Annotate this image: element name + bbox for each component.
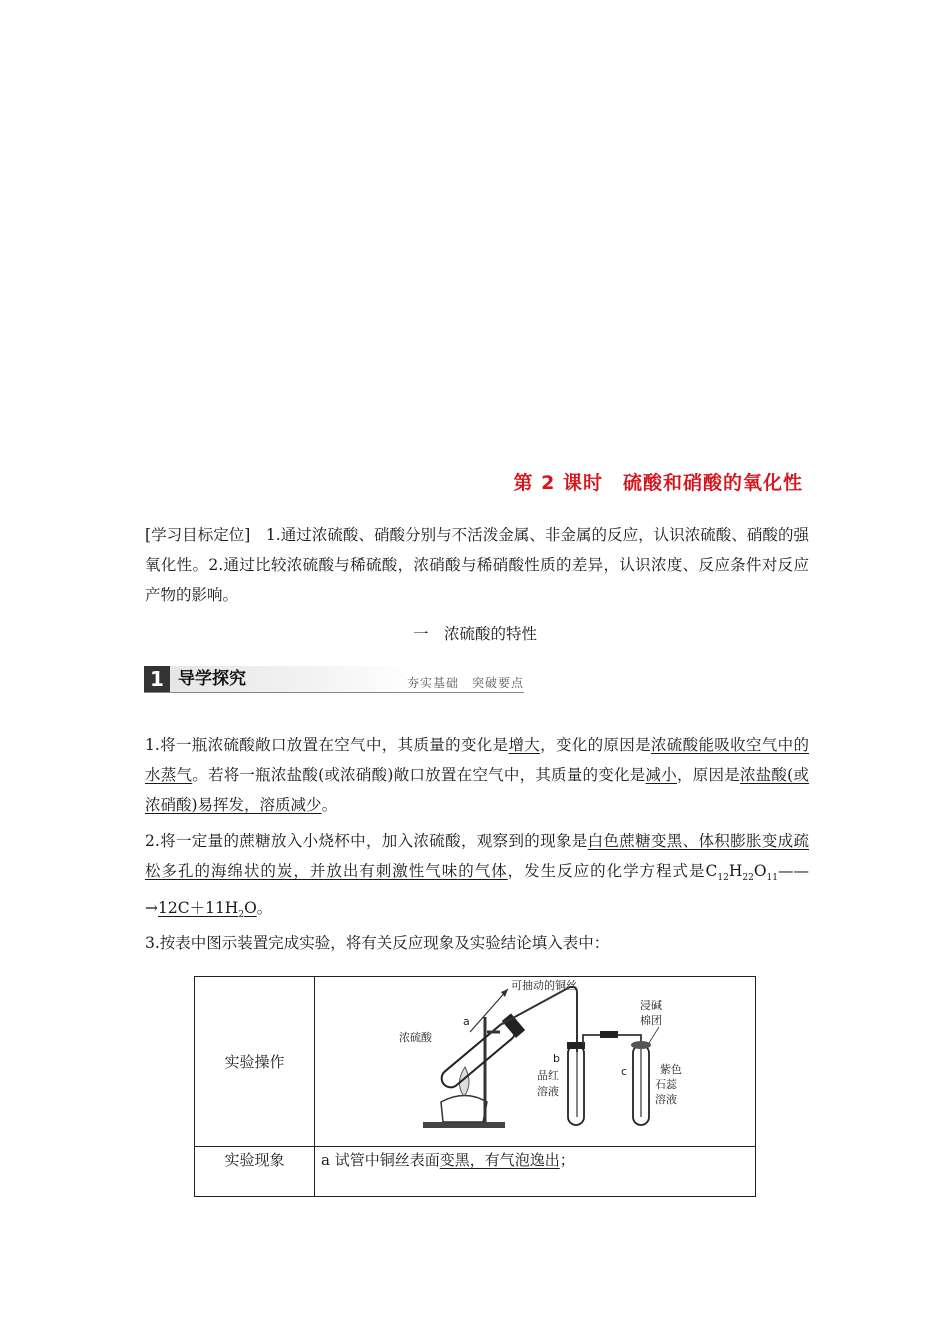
formula-12: 12	[717, 873, 729, 884]
formula-o: O	[753, 862, 767, 880]
phenomenon-label: 实验现象	[195, 1147, 315, 1197]
q1-text-5: 。	[321, 796, 338, 814]
litmus-label-1: 紫色	[660, 1063, 682, 1076]
products-post: O	[244, 899, 257, 918]
question-2	[145, 826, 809, 930]
q1-text-1: 1.将一瓶浓硫酸敞口放置在空气中，其质量的变化是	[145, 736, 509, 754]
objectives-text: 1.通过浓硫酸、硝酸分别与不活泼金属、非金属的反应，认识浓硫酸、硝酸的强氧化性。2.通过比较浓硫酸与稀硫酸，浓硝酸与稀硝酸性质的差异，认识浓度、反应条件对反应产物的影响。	[145, 526, 809, 604]
phenomenon-answer: 变黑，有气泡逸出	[439, 1151, 560, 1169]
products-pre: 12C＋11H	[158, 899, 239, 918]
q1-text-3: 。若将一瓶浓盐酸(或浓硝酸)敞口放置在空气中，其质量的变化是	[192, 766, 646, 784]
test-tube-a	[437, 1013, 525, 1092]
q2-answer-1: 白色蔗糖变黑、体积膨胀变成疏松多孔的海绵状的炭，并放出有刺激性气味的气体	[145, 832, 809, 880]
alcohol-lamp	[441, 1096, 487, 1123]
apparatus-diagram	[315, 977, 755, 1142]
products-sub: 2	[238, 910, 245, 921]
wire-label: 可抽动的铜丝	[511, 979, 577, 992]
objectives-label: [学习目标定位]	[145, 526, 251, 544]
cotton-leader	[649, 1027, 659, 1043]
q2-text-2: ，发生反应的化学方程式是	[507, 862, 706, 880]
copper-wire-arrow	[470, 989, 508, 1032]
delivery-tube	[500, 987, 577, 1052]
section-heading: 一 浓硫酸的特性	[412, 625, 537, 643]
q1-text-2: ，变化的原因是	[540, 736, 651, 754]
label-c: c	[621, 1065, 628, 1078]
formula-11: 11	[766, 873, 778, 884]
q1-answer-3: 减小	[645, 766, 677, 784]
label-b: b	[553, 1052, 560, 1065]
banner-number: 1	[144, 666, 170, 692]
label-a: a	[463, 1015, 470, 1028]
q1-text-4: ，原因是	[676, 766, 740, 784]
q2-text-3: 。	[256, 899, 273, 918]
apparatus-cell	[315, 977, 756, 1147]
formula-22: 22	[742, 873, 754, 884]
question-3: 3.按表中图示装置完成实验，将有关反应现象及实验结论填入表中：	[145, 934, 610, 952]
test-tube-b	[568, 1045, 584, 1125]
cotton-label-2: 棉团	[640, 1014, 662, 1027]
experiment-table	[194, 976, 756, 1197]
learning-objectives	[145, 520, 809, 610]
rubber-joint	[600, 1031, 618, 1038]
table-row	[195, 977, 756, 1147]
q1-answer-4: 浓盐酸(或浓硝酸)易挥发，溶质减少	[145, 766, 809, 814]
banner-subtitle: 夯实基础 突破要点	[406, 676, 524, 690]
cotton-label-1: 浸碱	[640, 999, 662, 1012]
reaction-arrow: ——→	[145, 862, 809, 918]
phenomenon-text-2: ；	[559, 1151, 575, 1169]
q2-text-1: 2.将一定量的蔗糖放入小烧杯中，加入浓硫酸，观察到的现象是	[145, 832, 588, 850]
formula-c: C	[705, 862, 718, 880]
stand-base	[423, 1122, 505, 1128]
acid-label: 浓硫酸	[399, 1031, 432, 1044]
litmus-label-2: 石蕊	[655, 1078, 677, 1091]
sucrose-formula	[705, 862, 778, 884]
pinhong-label-2: 溶液	[537, 1085, 559, 1098]
phenomenon-text-1: a 试管中铜丝表面	[321, 1151, 440, 1169]
table-row	[195, 1147, 756, 1197]
pinhong-label-1: 品红	[537, 1069, 559, 1082]
q2-answer-2	[158, 899, 257, 921]
section-banner	[144, 666, 524, 696]
q1-answer-1: 增大	[508, 736, 541, 754]
operation-label: 实验操作	[195, 977, 315, 1147]
formula-h: H	[728, 862, 743, 880]
litmus-label-3: 溶液	[655, 1093, 677, 1106]
phenomenon-cell	[315, 1147, 756, 1197]
cotton-plug	[631, 1041, 651, 1049]
question-1	[145, 730, 809, 820]
lesson-title: 第 2 课时 硫酸和硝酸的氧化性	[513, 472, 803, 494]
banner-rule	[144, 692, 524, 693]
banner-label: 导学探究	[170, 666, 412, 692]
q1-answer-2: 浓硫酸能吸收空气中的水蒸气	[145, 736, 809, 784]
